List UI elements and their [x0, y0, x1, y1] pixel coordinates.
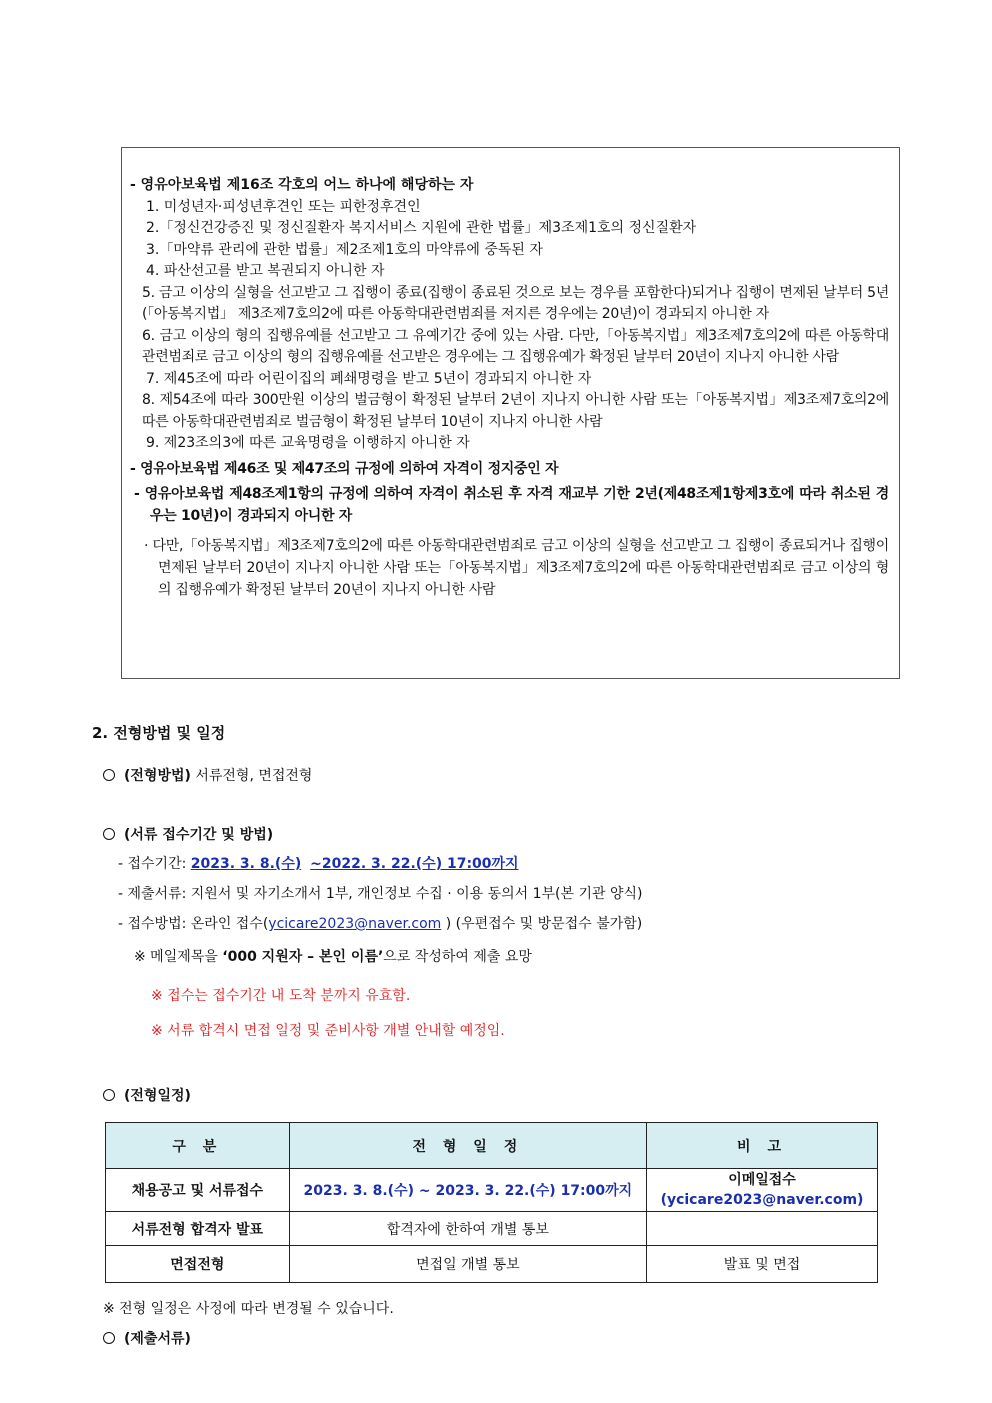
article16-item-7: 7. 제45조에 따라 어린이집의 폐쇄명령을 받고 5년이 경과되지 아니한 자	[146, 370, 592, 387]
circle-bullet-icon	[103, 1332, 115, 1344]
circle-bullet-icon	[103, 769, 115, 781]
schedule-label: (전형일정)	[124, 1088, 191, 1104]
period-label: - 접수기간:	[118, 856, 191, 872]
table-header-row	[106, 1123, 878, 1169]
header-category: 구 분	[106, 1123, 290, 1169]
row3-remarks: 발표 및 면접	[647, 1246, 878, 1283]
table-row	[106, 1212, 878, 1246]
method-line	[103, 765, 312, 785]
row3-schedule: 면접일 개별 통보	[289, 1246, 646, 1283]
article16-item-8: 8. 제54조에 따라 300만원 이상의 벌금형이 확정된 날부터 2년이 지나지 아니한 사람 또는「아동복지법」제3조제7호의2에 따른 아동학대관련범죄로 벌금형이 확정된 날부터 10년이 지나지 아니한 사람	[142, 392, 889, 430]
period-end: ~2022. 3. 22.(수) 17:00까지	[310, 856, 519, 872]
disqualification-box	[121, 147, 900, 679]
method-label: (전형방법)	[124, 768, 191, 784]
receipt-heading	[103, 824, 273, 844]
mail-note-suffix: 으로 작성하여 제출 요망	[383, 949, 532, 965]
row3-category: 면접전형	[106, 1246, 290, 1283]
section2-title: 2. 전형방법 및 일정	[92, 724, 226, 742]
article16-item-9: 9. 제23조의3에 따른 교육명령을 이행하지 아니한 자	[146, 435, 470, 451]
docs-line: - 제출서류: 지원서 및 자기소개서 1부, 개인정보 수집 · 이용 동의서 1부(본 기관 양식)	[118, 886, 643, 902]
red-note-deadline: ※ 접수는 접수기간 내 도착 분까지 유효함.	[151, 988, 411, 1004]
article16-item-5: 5. 금고 이상의 실형을 선고받고 그 집행이 종료(집행이 종료된 것으로 보는 경우를 포함한다)되거나 집행이 면제된 날부터 5년(「아동복지법」 제3조제7호의2에 따른 아동학대관련범죄를 저지른 경우에는 20년)이 경과되지 아니한 자	[142, 284, 889, 322]
row1-remarks	[647, 1169, 878, 1212]
mail-title-note	[134, 946, 532, 966]
table-row	[106, 1246, 878, 1283]
article16-items	[130, 197, 889, 283]
article16-item-4: 4. 파산선고를 받고 복권되지 아니한 자	[146, 263, 385, 279]
row2-schedule: 합격자에 한하여 개별 통보	[289, 1212, 646, 1246]
red-note-interview: ※ 서류 합격시 면접 일정 및 준비사항 개별 안내할 예정임.	[151, 1023, 505, 1039]
circle-bullet-icon	[103, 1089, 115, 1101]
schedule-change-note: ※ 전형 일정은 사정에 따라 변경될 수 있습니다.	[103, 1301, 394, 1317]
row2-category: 서류전형 합격자 발표	[106, 1212, 290, 1246]
row2-remarks	[647, 1212, 878, 1246]
period-line	[118, 853, 519, 873]
header-remarks: 비 고	[647, 1123, 878, 1169]
row1-category: 채용공고 및 서류접수	[106, 1169, 290, 1212]
circle-bullet-icon	[103, 828, 115, 840]
receipt-method-prefix: - 접수방법: 온라인 접수(	[118, 916, 269, 932]
period-start: 2023. 3. 8.(수)	[190, 856, 302, 872]
schedule-heading	[103, 1085, 191, 1105]
box-heading-article48: - 영유아보육법 제48조제1항의 규정에 의하여 자격이 취소된 후 자격 재교부 기한 2년(제48조제1항제3호에 따라 취소된 경우는 10년)이 경과되지 아니한 자	[134, 485, 889, 524]
header-schedule: 전 형 일 정	[289, 1123, 646, 1169]
row1-schedule: 2023. 3. 8.(수) ~ 2023. 3. 22.(수) 17:00까지	[289, 1169, 646, 1212]
receipt-method-line	[118, 913, 642, 933]
article16-item-6: 6. 금고 이상의 형의 집행유예를 선고받고 그 유예기간 중에 있는 사람. 다만,「아동복지법」제3조제7호의2에 따른 아동학대관련범죄로 금고 이상의 형의 집행유예를 선고받은 경우에는 그 집행유예가 확정된 날부터 20년이 지나지 아니한 사람	[142, 327, 889, 365]
row1-remarks-email: (ycicare2023@naver.com)	[660, 1192, 864, 1208]
receipt-label: (서류 접수기간 및 방법)	[124, 827, 274, 843]
box-heading-article16: - 영유아보육법 제16조 각호의 어느 하나에 해당하는 자	[130, 177, 474, 193]
article16-item-1: 1. 미성년자·피성년후견인 또는 피한정후견인	[146, 198, 421, 215]
mail-note-bold: ‘000 지원자 – 본인 이름’	[222, 949, 384, 965]
row1-remarks-line1: 이메일접수	[728, 1172, 796, 1188]
box-note: · 다만,「아동복지법」제3조제7호의2에 따른 아동학대관련범죄로 금고 이상의 실형을 선고받고 그 집행이 종료되거나 집행이 면제된 날부터 20년이 지나지 아니한 사람 또는「아동복지법」제3조제7호의2에 따른 아동학대관련범죄로 금고 이상의 형의 집행유예가 확정된 날부터 20년이 지나지 아니한 사람	[144, 537, 889, 598]
schedule-table	[105, 1122, 878, 1283]
article16-item-3: 3.「마약류 관리에 관한 법률」제2조제1호의 마약류에 중독된 자	[146, 241, 543, 258]
submit-docs-heading	[103, 1328, 191, 1348]
method-value: 서류전형, 면접전형	[190, 768, 313, 784]
mail-note-prefix: ※ 메일제목을	[134, 949, 223, 965]
article16-item-2: 2.「정신건강증진 및 정신질환자 복지서비스 지원에 관한 법률」제3조제1호의 정신질환자	[146, 220, 697, 236]
box-heading-article46: - 영유아보육법 제46조 및 제47조의 규정에 의하여 자격이 정지중인 자	[130, 460, 559, 477]
email-link[interactable]: ycicare2023@naver.com	[268, 916, 442, 932]
table-row	[106, 1169, 878, 1212]
receipt-method-suffix: ) (우편접수 및 방문접수 불가함)	[441, 916, 643, 932]
submit-label: (제출서류)	[124, 1331, 191, 1347]
